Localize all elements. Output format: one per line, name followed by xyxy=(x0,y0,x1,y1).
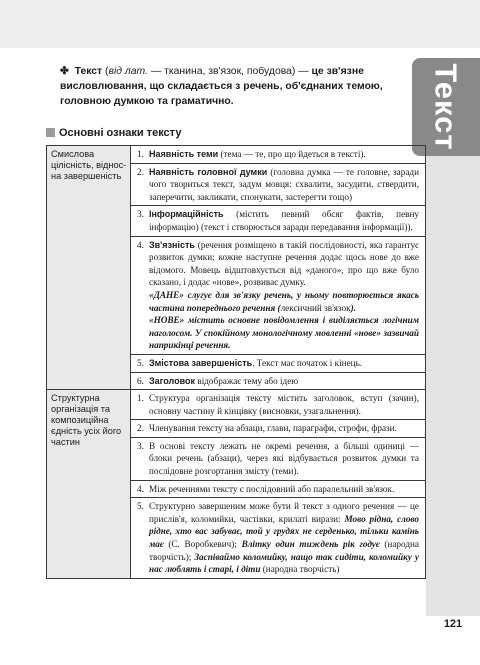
section-title: Основні ознаки тексту xyxy=(59,126,182,139)
item-number: 1. xyxy=(137,149,144,159)
item-text: (речення розміщено в такій послідовності, яка гарантує розвиток думки; кожне наступне речення додає щось нове до вже відомого. Мовець відштовхується від «даного», про що вже було сказано, і додає «нове», розвиває думку. xyxy=(149,239,419,288)
item-text: (тема — те, про що йдеться в тексті). xyxy=(218,149,366,159)
item-term: Наявність головної думки xyxy=(149,166,268,177)
note-new xyxy=(137,314,419,352)
flower-bullet-icon: ✤ xyxy=(60,66,69,77)
list-item xyxy=(131,438,425,481)
item-text: В основі тексту лежать не окремі речення, а більші одиниці — блоки речень (абзаци), через які відбувається розвиток думки та послідовне розгортання змісту (теми). xyxy=(149,440,419,477)
intro-etym: від лат. xyxy=(108,66,148,77)
item-number: 6. xyxy=(137,375,144,386)
item-number: 4. xyxy=(137,239,144,250)
item-term: Наявність теми xyxy=(149,149,219,159)
example-source: (С. Воробкевич); xyxy=(163,539,242,550)
item-number: 2. xyxy=(137,423,144,434)
top-band xyxy=(0,0,480,48)
row-category xyxy=(47,146,131,390)
item-term: Заголовок xyxy=(149,375,196,386)
list-item xyxy=(131,355,425,373)
row-items xyxy=(131,390,426,579)
note-plain: лексичний зв'язок xyxy=(280,302,351,313)
note-end: ). xyxy=(350,302,356,313)
note-lead: «ДАНЕ» xyxy=(149,289,184,300)
example-quote: Влітку один тиждень рік годує xyxy=(241,539,380,550)
item-text: Членування тексту на абзаци, глави, параграфи, строфи, фрази. xyxy=(149,423,397,434)
list-item xyxy=(131,498,425,578)
features-table xyxy=(46,145,426,579)
page-number: 121 xyxy=(443,618,463,630)
intro-etym-open: ( xyxy=(102,66,109,77)
list-item xyxy=(131,390,425,420)
note-text: слугує для зв'язку речень, у ньому повторюється якась частина попереднього речення ( xyxy=(149,289,419,313)
item-text: Структурно завершеним може бути й текст з одного речення — це прислів'я, коломийки, частівки, крилаті вирази: xyxy=(149,501,419,524)
intro-etym-rest: — тканина, зв'язок, побудова) — xyxy=(147,66,312,77)
list-item xyxy=(131,237,425,355)
item-term: Зв'язність xyxy=(149,239,195,250)
item-text: (головна думка — те головне, заради чого твориться текст, задум мовця: схвалити, засудити, ствердити, заперечити, закликати, спонукати, застерегти тощо) xyxy=(149,166,419,202)
square-bullet-icon xyxy=(46,128,55,137)
example-quote: Мово рідна, слово рідне, хто вас забуває, той у грудях не серденько, тільки камінь має xyxy=(149,513,419,550)
section-header xyxy=(46,124,426,141)
side-strip xyxy=(426,156,480,616)
note-text: містить основне повідомлення і виділяється логічним наголосом. У спокійному монологічному мовленні «нове» зазвичай наприкінці речення. xyxy=(149,315,419,351)
item-number: 5. xyxy=(137,357,144,368)
item-number: 3. xyxy=(137,440,144,451)
intro-definition xyxy=(60,64,410,109)
note-lead: «НОВЕ» xyxy=(149,315,185,326)
item-number: 3. xyxy=(137,209,144,220)
list-item xyxy=(131,420,425,438)
example-source: (народна творчість) xyxy=(260,564,340,575)
example-quote: Заспіваймо коломийку, нащо так сидіти, коломийку у нас люблять і старі, і діти xyxy=(149,551,419,575)
category-label: Структурна організація та композиційна єдність усіх його частин xyxy=(51,393,122,448)
note-given xyxy=(137,289,419,314)
item-text: (містить певний обсяг фактів, певну інформацію) (текст і створюється заради передавання інформації)). xyxy=(149,209,419,232)
list-item xyxy=(131,373,425,390)
list-item xyxy=(131,146,425,164)
item-text: . Текст має початок і кінець. xyxy=(252,357,363,368)
example-source: (народна творчість); xyxy=(149,539,419,562)
item-text: Структура організація тексту містить заголовок, вступ (зачин), основну частину й кінцівку (висновки, узагальнення). xyxy=(149,393,419,416)
item-term: Змістова завершеність xyxy=(149,357,253,368)
chapter-tab-label: Текст xyxy=(429,63,465,151)
list-item xyxy=(131,164,425,207)
item-term: Інформаційність xyxy=(149,209,224,220)
table-row xyxy=(47,390,426,579)
list-item xyxy=(131,481,425,499)
item-number: 2. xyxy=(137,166,144,177)
list-item xyxy=(131,206,425,236)
row-items xyxy=(131,146,426,390)
item-text: відображає тему або ідею xyxy=(195,375,299,386)
intro-term: Текст xyxy=(74,66,103,77)
category-label: Смислова цілісність, відносна завершеність xyxy=(51,149,127,181)
chapter-tab xyxy=(412,58,480,156)
item-number: 1. xyxy=(137,393,144,404)
item-number: 4. xyxy=(137,483,144,494)
item-number: 5. xyxy=(137,501,144,512)
item-text: Між реченнями тексту є послідовний або паралельний зв'язок. xyxy=(149,483,395,494)
row-category xyxy=(47,390,131,579)
table-row xyxy=(47,146,426,390)
intro-definition-text: це зв'язне висловлювання, що складається з речень, об'єднаних темою, головною думкою та граматично. xyxy=(60,66,383,107)
